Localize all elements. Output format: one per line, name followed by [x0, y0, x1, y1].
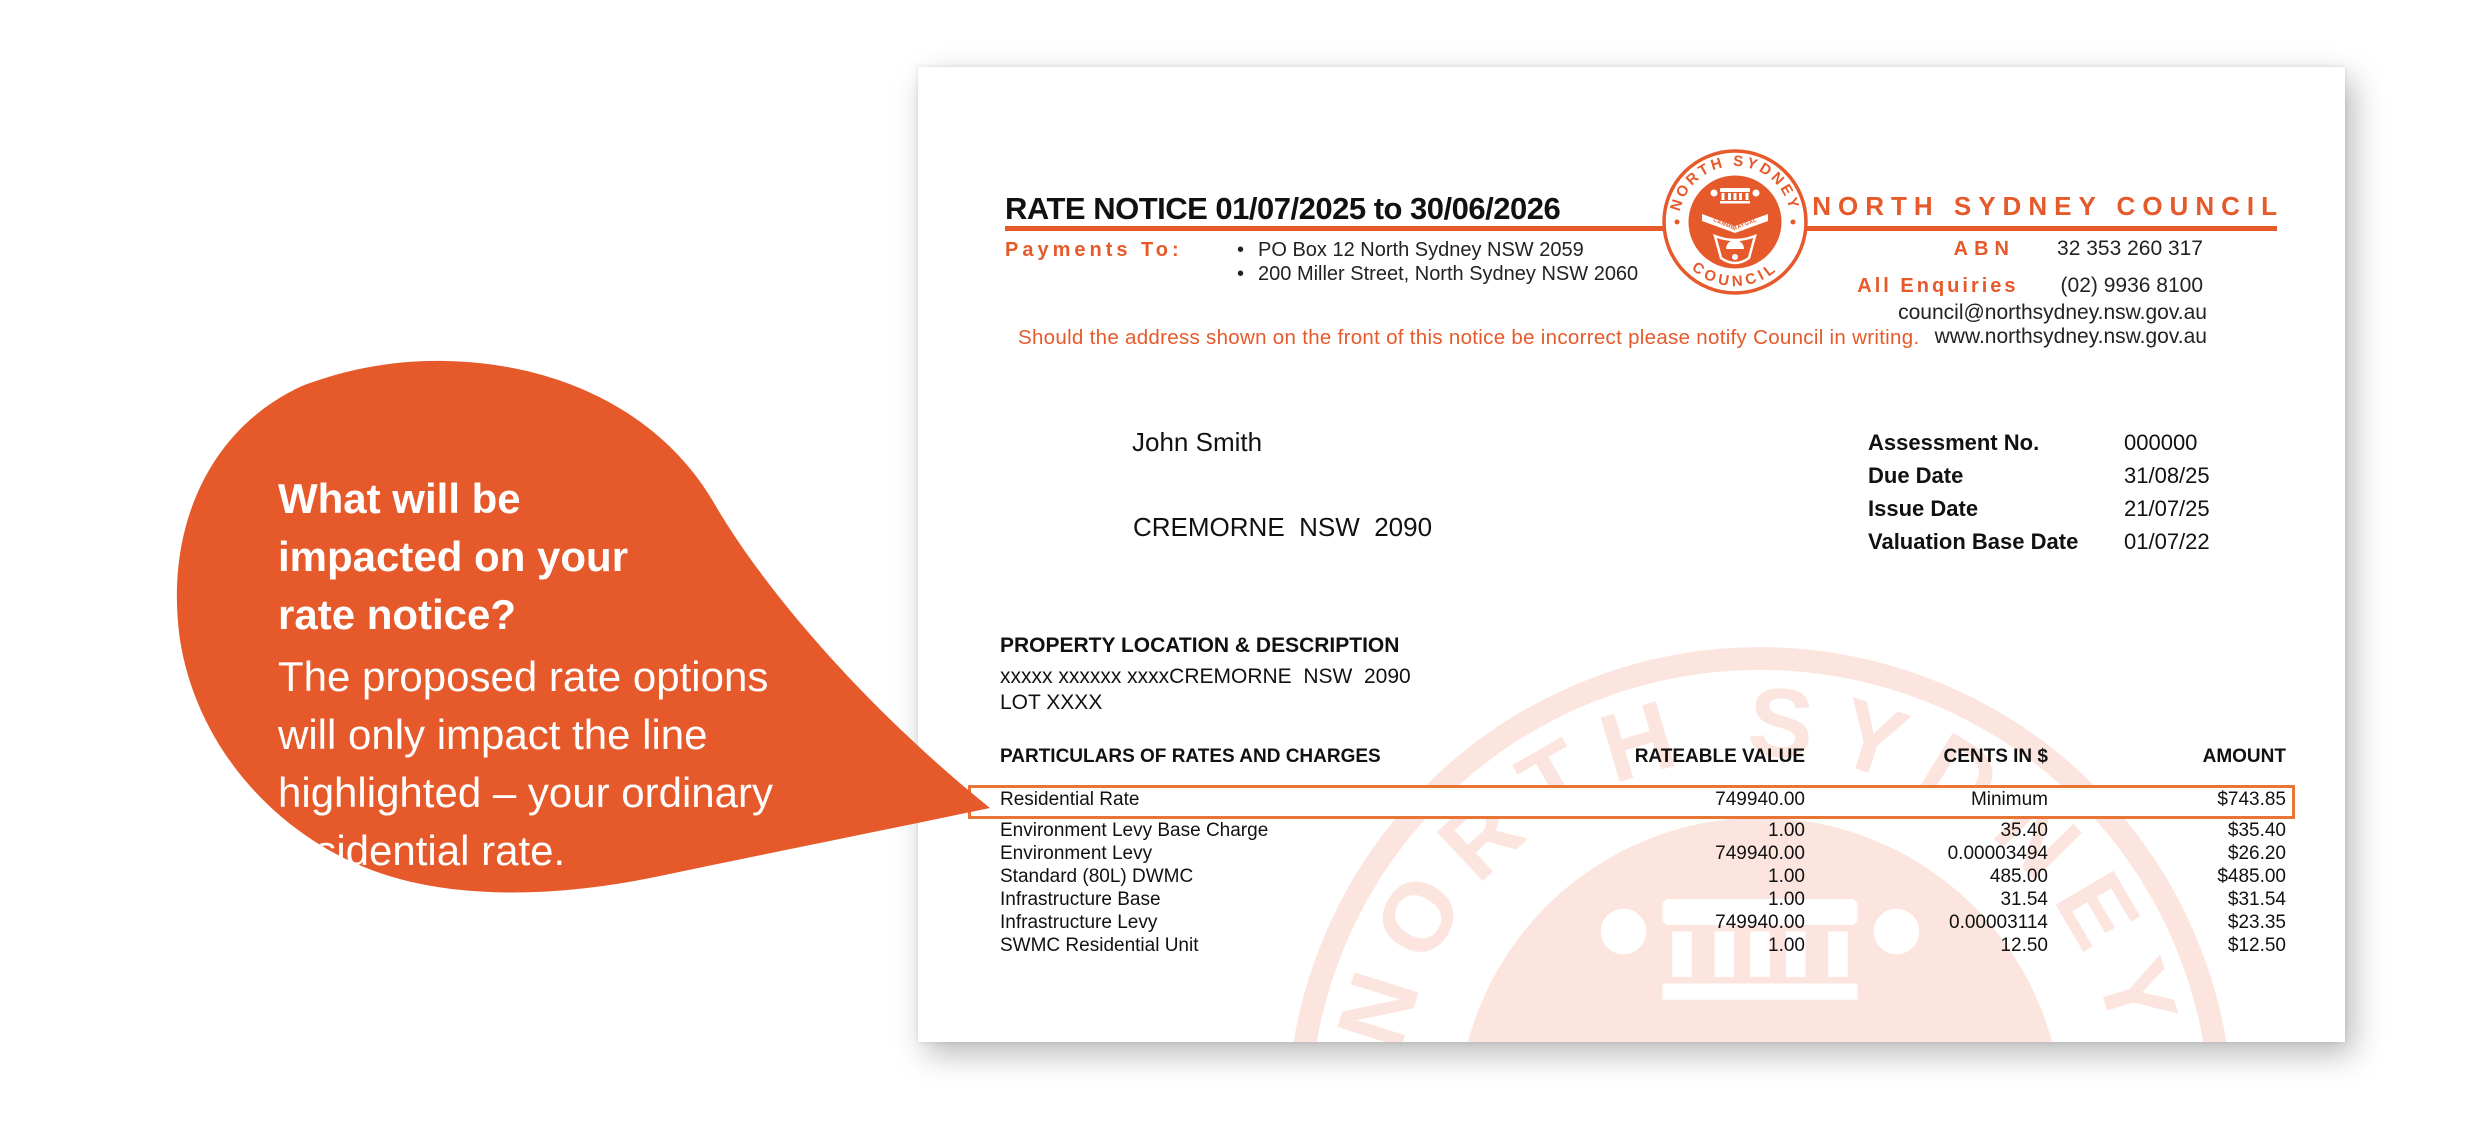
payment-address-text: 200 Miller Street, North Sydney NSW 2060 [1258, 263, 1639, 285]
rate-notice-page [918, 67, 2345, 1042]
charge-rateable: 1.00 [1768, 889, 1805, 910]
bubble-heading-line: What will be [278, 475, 521, 522]
charge-row [1000, 820, 2286, 842]
charge-row-highlighted [1000, 789, 2286, 811]
charge-cents: 35.40 [2000, 820, 2048, 841]
charge-amount: $485.00 [2217, 866, 2286, 887]
col-header-rateable: RATEABLE VALUE [1634, 746, 1805, 767]
charge-label: Environment Levy Base Charge [1000, 820, 1269, 841]
charge-row [1000, 889, 2286, 911]
charge-amount: $23.35 [2227, 912, 2286, 933]
addressee-name: John Smith [1132, 427, 1263, 457]
charge-rateable: 1.00 [1768, 935, 1805, 956]
assessment-value: 31/08/25 [2124, 463, 2210, 488]
address-note: Should the address shown on the front of this notice be incorrect please notify Council in writing. [1018, 326, 1920, 349]
charge-cents: 485.00 [1989, 866, 2048, 887]
charge-amount: $26.20 [2227, 843, 2286, 864]
enquiries-label: All Enquiries [1857, 275, 2019, 297]
abn-row [1703, 237, 2203, 261]
charge-cents: 31.54 [2000, 889, 2048, 910]
charge-cents: 0.00003114 [1949, 912, 2048, 933]
council-name: NORTH SYDNEY COUNCIL [1812, 191, 2284, 221]
payment-address-item [1237, 263, 1638, 286]
property-line: xxxxx xxxxxx xxxxCREMORNE NSW 2090 [1000, 665, 1411, 688]
website-value: www.northsydney.nsw.gov.au [1934, 325, 2207, 348]
bullet-icon: • [1237, 263, 1245, 285]
charge-label: Infrastructure Levy [1000, 912, 1158, 933]
assessment-value: 01/07/22 [2124, 529, 2210, 554]
charge-amount: $12.50 [2227, 935, 2286, 956]
charge-cents: 12.50 [2000, 935, 2048, 956]
enquiries-row [1703, 274, 2203, 298]
assessment-label: Issue Date [1868, 496, 1979, 521]
charge-amount: $35.40 [2227, 820, 2286, 841]
bubble-heading-line: impacted on your [278, 533, 629, 580]
charge-rateable: 749940.00 [1715, 912, 1805, 933]
bubble-heading [278, 470, 628, 644]
charge-label: Environment Levy [1000, 843, 1153, 864]
charge-label: SWMC Residential Unit [1000, 935, 1199, 956]
assessment-label: Valuation Base Date [1868, 529, 2079, 554]
email-value: council@northsydney.nsw.gov.au [1898, 301, 2207, 324]
charge-rateable: 1.00 [1768, 820, 1805, 841]
charge-rateable: 749940.00 [1715, 789, 1805, 810]
col-header-cents: CENTS IN $ [1943, 746, 2048, 767]
charge-rateable: 749940.00 [1715, 843, 1805, 864]
bubble-body-line: will only impact the line [278, 711, 708, 758]
charge-row [1000, 935, 2286, 957]
charge-cents: 0.00003494 [1947, 843, 2048, 864]
charge-amount: $31.54 [2227, 889, 2286, 910]
payment-address-item [1237, 239, 1584, 262]
abn-value: 32 353 260 317 [2057, 237, 2203, 260]
payment-address-text: PO Box 12 North Sydney NSW 2059 [1258, 239, 1584, 261]
abn-label: ABN [1953, 238, 2016, 260]
bullet-icon: • [1237, 239, 1245, 261]
assessment-value: 21/07/25 [2124, 496, 2210, 521]
page-title: RATE NOTICE 01/07/2025 to 30/06/2026 [1005, 191, 1561, 226]
charge-label: Standard (80L) DWMC [1000, 866, 1194, 887]
assessment-value: 000000 [2124, 430, 2198, 455]
charge-rateable: 1.00 [1768, 866, 1805, 887]
property-line: LOT XXXX [1000, 691, 1103, 714]
charge-row [1000, 866, 2286, 888]
bubble-body-line: The proposed rate options [278, 653, 769, 700]
charge-row [1000, 912, 2286, 934]
col-header-amount: AMOUNT [2202, 746, 2286, 767]
charge-label: Residential Rate [1000, 789, 1140, 810]
assessment-label: Assessment No. [1868, 430, 2040, 455]
addressee-locality: CREMORNE NSW 2090 [1133, 512, 1433, 542]
charge-cents: Minimum [1970, 789, 2048, 810]
charges-header-row [1000, 746, 2286, 768]
bubble-body [278, 648, 773, 880]
charge-row [1000, 843, 2286, 865]
charge-amount: $743.85 [2217, 789, 2286, 810]
bubble-heading-line: rate notice? [278, 591, 517, 638]
bubble-body-line: highlighted – your ordinary [278, 769, 773, 816]
property-heading: PROPERTY LOCATION & DESCRIPTION [1000, 634, 1400, 657]
charge-label: Infrastructure Base [1000, 889, 1161, 910]
phone-value: (02) 9936 8100 [2060, 274, 2203, 297]
bubble-body-line: residential rate. [278, 827, 566, 874]
payments-to-label: Payments To: [1005, 239, 1183, 261]
col-header-particulars: PARTICULARS OF RATES AND CHARGES [1000, 746, 1381, 767]
header-rule [1005, 226, 2277, 231]
assessment-label: Due Date [1868, 463, 1964, 488]
